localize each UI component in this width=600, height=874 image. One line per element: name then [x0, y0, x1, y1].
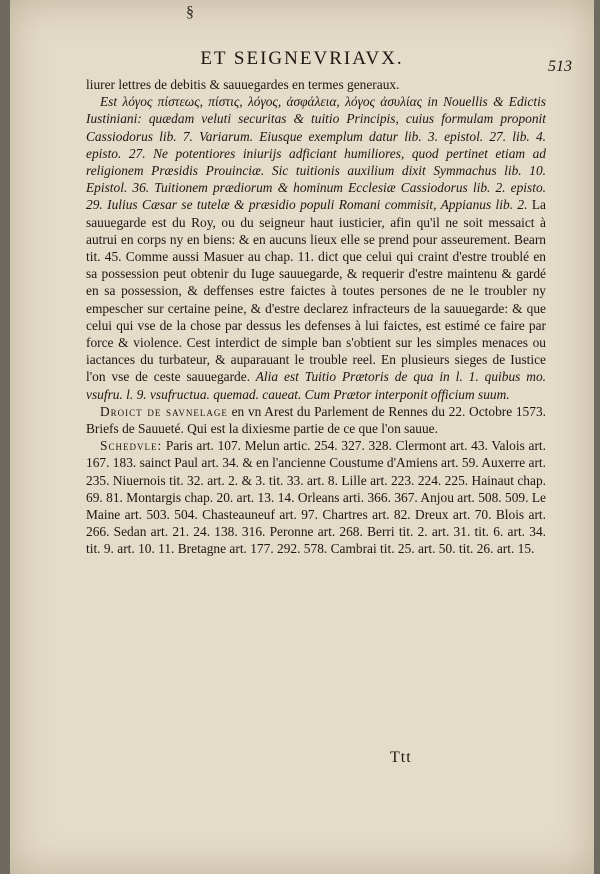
saunelage-label: Droict de savnelage [100, 403, 228, 419]
paragraph-sauuegarde: La sauuegarde est du Roy, ou du seigneur haut iusticier, afin qu'il ne soit messaict à autrui en corps ny en biens: & en aucuns lieux elle se prend pour asseurement. Bearn tit. 45. Comme aussi Masuer au chap. 11. dict que celui qui craint d'estre troublé en sa possession peut obtenir du Iuge sauuegarde, & requerir d'estre maintenu & gardé en sa possession, & deffenses estre faictes à toutes persones de ne le troubler ny empescher sur certaine peine, & d'estre declarez infracteurs de la sauuegarde: & que celui qui vse de la chose par dessus les defenses à lui faictes, est estimé ce faire par force & violence. Cest interdict de simple ban s'obtient sur les simples menaces ou iactances du turbateur, & auparauant le trouble reel. En plusieurs sieges de Iustice l'on vse de ceste sauuegarde. [86, 197, 546, 385]
paragraph-schedule [86, 437, 546, 557]
schedule-text: Paris art. 107. Melun artic. 254. 327. 328. Clermont art. 43. Valois art. 167. 183. sainct Paul art. 34. & en l'ancienne Coustume d'Amiens art. 59. Auxerre art. 235. Niuernois tit. 32. art. 2. & 3. tit. 33. art. 8. Lille art. 223. 224. 225. Hainaut chap. 69. 81. Montargis chap. 20. art. 13. 14. Orleans arti. 366. 367. Anjou art. 508. 509. Le Maine art. 503. 504. Chasteauneuf art. 97. Chartres art. 82. Dreux art. 70. Blois art. 266. Sedan art. 21. 24. 138. 316. Peronne art. 268. Berri tit. 2. art. 31. tit. 6. art. 34. tit. 9. art. 10. 11. Bretagne art. 177. 292. 578. Cambrai tit. 25. art. 50. tit. 26. art. 15. [86, 438, 546, 557]
paragraph-saunelage [86, 403, 546, 437]
page-number: 513 [548, 58, 572, 75]
running-header: ET SEIGNEVRIAVX. [200, 48, 404, 69]
top-mark: § [186, 4, 194, 21]
main-text [86, 76, 546, 558]
latin-greek-text: Est λόγος πίστεως, πίστις, λόγος, ἀσφάλεια, λόγος ἀσυλίας in Nouellis & Edictis Iustiniani: quædam veluti securitas & tuitio Principis, cuius formulam proponit Cassiodorus lib. 7. Variarum. Eiusque exemplum datur lib. 3. epistol. 27. lib. 4. episto. 27. Ne potentiores iniurijs adficiant humiliores, quod pertinet etiam ad religionem Præsidis Prouinciæ. Sic tuitionis auxilium dixit Symmachus lib. 10. Epistol. 36. Tuitionem prædiorum & hominum Ecclesiæ Cassiodorus lib. 2. episto. 29. Iulius Cæsar se tutelæ & præsidio populi Romani commisit, Appianus lib. 2. [86, 94, 546, 213]
schedule-label: Schedvle: [100, 438, 163, 454]
saunelage-text: en vn Arest du Parlement de Rennes du 22. Octobre 1573. Briefs de Sauueté. Qui est la dixiesme partie de ce que l'on sauue. [86, 403, 546, 437]
document-page [10, 0, 594, 874]
latin-tuitio-text: Alia est Tuitio Prætoris de qua in l. 1. quibus mo. vsufru. l. 9. vsufructua. quemad. caueat. Cum Prætor interponit officium suum. [86, 369, 546, 402]
catchword: Ttt [390, 749, 412, 766]
paragraph-1: liurer lettres de debitis & sauuegardes en termes generaux. [86, 77, 400, 92]
paragraph-latin-greek [86, 93, 546, 403]
